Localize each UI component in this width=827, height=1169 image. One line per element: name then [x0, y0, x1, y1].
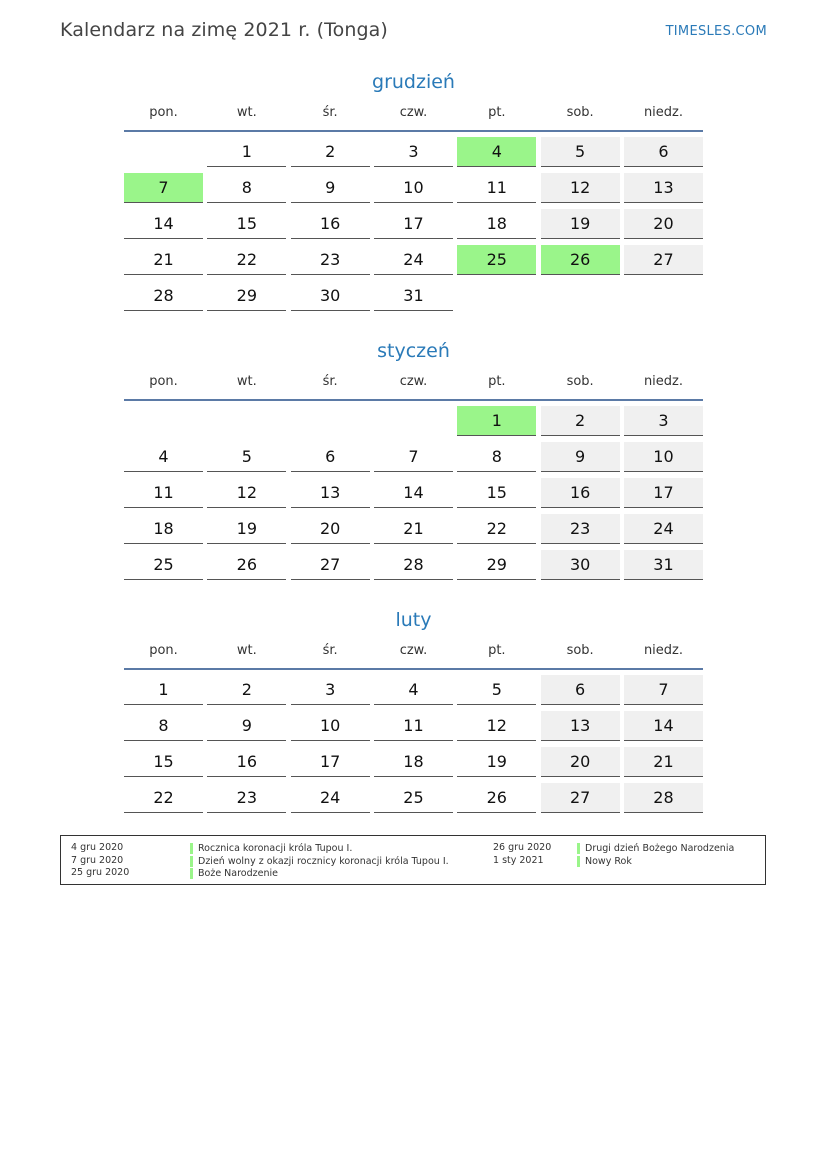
- day-cell: 8: [207, 173, 286, 203]
- weekday-label: śr.: [322, 105, 338, 120]
- day-cell: 12: [541, 173, 620, 203]
- day-cell: 23: [207, 783, 286, 813]
- legend-holiday-name: Nowy Rok: [577, 856, 632, 867]
- weekday-label: śr.: [322, 643, 338, 658]
- day-cell: 3: [374, 137, 453, 167]
- empty-cell: [374, 406, 453, 435]
- weekday-header: [124, 104, 703, 132]
- day-cell: 4: [374, 675, 453, 705]
- weekday-label: niedz.: [643, 105, 683, 120]
- day-cell: 21: [124, 245, 203, 275]
- day-cell: 16: [541, 478, 620, 508]
- legend-row: [493, 855, 763, 868]
- day-cell: 11: [374, 711, 453, 741]
- day-cell: 24: [291, 783, 370, 813]
- day-cell-holiday: 25: [457, 245, 536, 275]
- day-cell: 23: [291, 245, 370, 275]
- weekday-label: sob.: [566, 105, 594, 120]
- day-cell: 3: [291, 675, 370, 705]
- legend-date: 26 gru 2020: [493, 842, 552, 853]
- day-cell: 10: [624, 442, 703, 472]
- day-cell: 27: [624, 245, 703, 275]
- day-cell-holiday: 1: [457, 406, 536, 436]
- legend-column-right: [493, 842, 763, 867]
- day-cell: 13: [541, 711, 620, 741]
- day-cell: 21: [374, 514, 453, 544]
- day-cell: 5: [207, 442, 286, 472]
- legend-row: [71, 842, 491, 855]
- day-cell: 19: [541, 209, 620, 239]
- legend-date: 7 gru 2020: [71, 854, 124, 866]
- day-cell: 13: [291, 478, 370, 508]
- month-december: [124, 68, 703, 311]
- page-title: Kalendarz na zimę 2021 r. (Tonga): [60, 19, 388, 41]
- day-cell: 5: [541, 137, 620, 167]
- day-cell: 2: [291, 137, 370, 167]
- weekday-label: pon.: [149, 105, 178, 120]
- day-cell: 3: [624, 406, 703, 436]
- weekday-header: [124, 642, 703, 670]
- day-cell: 1: [207, 137, 286, 167]
- day-cell: 22: [207, 245, 286, 275]
- weekday-label: pt.: [488, 374, 506, 389]
- day-cell: 8: [124, 711, 203, 741]
- day-cell: 27: [291, 550, 370, 580]
- day-cell: 13: [624, 173, 703, 203]
- day-cell-holiday: 26: [541, 245, 620, 275]
- day-cell: 31: [624, 550, 703, 580]
- day-cell: 21: [624, 747, 703, 777]
- day-cell: 15: [457, 478, 536, 508]
- day-cell: 7: [374, 442, 453, 472]
- empty-cell: [124, 137, 203, 166]
- day-cell: 15: [207, 209, 286, 239]
- day-cell: 25: [374, 783, 453, 813]
- day-cell: 20: [291, 514, 370, 544]
- day-grid: [124, 675, 703, 813]
- day-cell: 17: [624, 478, 703, 508]
- day-cell: 2: [541, 406, 620, 436]
- weekday-label: pon.: [149, 643, 178, 658]
- day-cell: 26: [457, 783, 536, 813]
- day-cell: 17: [291, 747, 370, 777]
- legend-row: [493, 842, 763, 855]
- legend-date: 25 gru 2020: [71, 867, 130, 879]
- day-cell: 12: [207, 478, 286, 508]
- weekday-label: wt.: [236, 105, 257, 120]
- weekday-label: sob.: [566, 643, 594, 658]
- day-cell: 24: [374, 245, 453, 275]
- day-cell: 8: [457, 442, 536, 472]
- day-cell: 14: [124, 209, 203, 239]
- day-cell: 30: [291, 281, 370, 311]
- weekday-label: wt.: [236, 643, 257, 658]
- legend-date: 1 sty 2021: [493, 854, 544, 866]
- day-cell: 10: [374, 173, 453, 203]
- weekday-label: niedz.: [643, 374, 683, 389]
- day-grid: [124, 406, 703, 580]
- day-cell: 16: [291, 209, 370, 239]
- legend-holiday-name: Drugi dzień Bożego Narodzenia: [577, 843, 734, 854]
- day-cell: 4: [124, 442, 203, 472]
- day-cell: 1: [124, 675, 203, 705]
- weekday-label: pt.: [488, 105, 506, 120]
- site-logo[interactable]: TIMESLES.COM: [665, 24, 767, 39]
- day-cell: 11: [457, 173, 536, 203]
- day-cell-holiday: 4: [457, 137, 536, 167]
- day-cell-holiday: 7: [124, 173, 203, 203]
- empty-cell: [291, 406, 370, 435]
- day-cell: 14: [374, 478, 453, 508]
- day-cell: 10: [291, 711, 370, 741]
- empty-cell: [124, 406, 203, 435]
- legend-column-left: [71, 842, 491, 880]
- legend-holiday-name: Boże Narodzenie: [190, 868, 278, 879]
- month-january: [124, 337, 703, 580]
- month-title: grudzień: [372, 71, 455, 93]
- day-cell: 6: [291, 442, 370, 472]
- legend-holiday-name: Rocznica koronacji króla Tupou I.: [190, 843, 352, 854]
- weekday-label: czw.: [399, 643, 428, 658]
- day-grid: [124, 137, 703, 311]
- day-cell: 29: [207, 281, 286, 311]
- day-cell: 24: [624, 514, 703, 544]
- day-cell: 5: [457, 675, 536, 705]
- weekday-header: [124, 373, 703, 401]
- day-cell: 25: [124, 550, 203, 580]
- day-cell: 29: [457, 550, 536, 580]
- day-cell: 14: [624, 711, 703, 741]
- day-cell: 28: [374, 550, 453, 580]
- day-cell: 22: [457, 514, 536, 544]
- weekday-label: czw.: [399, 374, 428, 389]
- holiday-legend: [60, 835, 766, 885]
- day-cell: 15: [124, 747, 203, 777]
- month-title: luty: [395, 609, 432, 631]
- legend-row: [71, 867, 491, 880]
- day-cell: 11: [124, 478, 203, 508]
- day-cell: 18: [124, 514, 203, 544]
- day-cell: 28: [124, 281, 203, 311]
- weekday-label: czw.: [399, 105, 428, 120]
- day-cell: 6: [541, 675, 620, 705]
- legend-holiday-name: Dzień wolny z okazji rocznicy koronacji króla Tupou I.: [190, 856, 449, 867]
- day-cell: 20: [624, 209, 703, 239]
- legend-row: [71, 855, 491, 868]
- day-cell: 18: [457, 209, 536, 239]
- day-cell: 7: [624, 675, 703, 705]
- day-cell: 9: [207, 711, 286, 741]
- weekday-label: śr.: [322, 374, 338, 389]
- day-cell: 12: [457, 711, 536, 741]
- day-cell: 26: [207, 550, 286, 580]
- day-cell: 9: [541, 442, 620, 472]
- weekday-label: niedz.: [643, 643, 683, 658]
- day-cell: 2: [207, 675, 286, 705]
- day-cell: 20: [541, 747, 620, 777]
- day-cell: 17: [374, 209, 453, 239]
- day-cell: 19: [457, 747, 536, 777]
- day-cell: 9: [291, 173, 370, 203]
- weekday-label: pon.: [149, 374, 178, 389]
- legend-date: 4 gru 2020: [71, 842, 124, 853]
- day-cell: 22: [124, 783, 203, 813]
- empty-cell: [207, 406, 286, 435]
- day-cell: 18: [374, 747, 453, 777]
- month-title: styczeń: [377, 340, 450, 362]
- weekday-label: pt.: [488, 643, 506, 658]
- month-february: [124, 606, 703, 813]
- day-cell: 16: [207, 747, 286, 777]
- day-cell: 19: [207, 514, 286, 544]
- weekday-label: wt.: [236, 374, 257, 389]
- day-cell: 6: [624, 137, 703, 167]
- day-cell: 31: [374, 281, 453, 311]
- day-cell: 28: [624, 783, 703, 813]
- day-cell: 27: [541, 783, 620, 813]
- day-cell: 30: [541, 550, 620, 580]
- day-cell: 23: [541, 514, 620, 544]
- weekday-label: sob.: [566, 374, 594, 389]
